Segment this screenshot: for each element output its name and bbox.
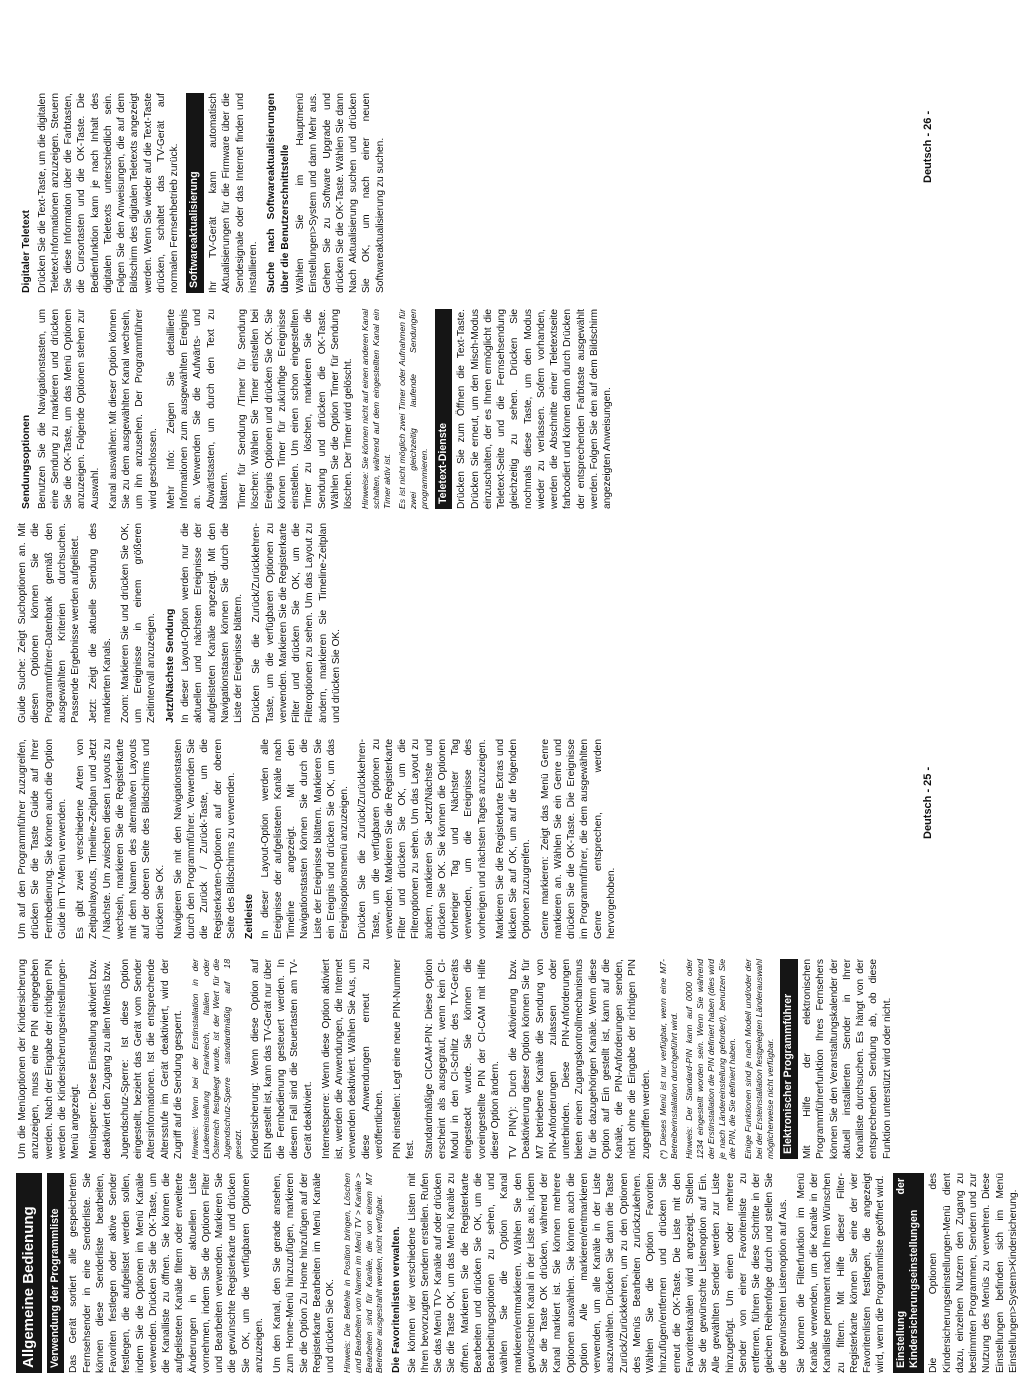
page-footer-left: Deutsch - 25 - <box>922 766 934 839</box>
paragraph: Genre markieren: Zeigt das Menü Genre markieren an. Wählen Sie ein Genre und drücken Sie die OK-Taste. Die Ereignisse im Programmführer, die dem ausgewählten Genre entsprechen, werden hervorgehoben. <box>539 739 617 939</box>
section-programmliste: Verwendung der Programmliste <box>47 1173 65 1373</box>
paragraph: Jetzt: Zeigt die aktuelle Sendung des markierten Kanals. <box>88 523 113 723</box>
paragraph: Um den Kanal, den Sie gerade ansehen, zum Home-Menü hinzuzufügen, markieren Sie die Option Zu Home hinzufügen auf der Registerkarte Bearbeiten im Menü Kanäle und drücken Sie OK. <box>272 1173 337 1373</box>
section-teletext: Teletext-Dienste <box>435 309 453 509</box>
paragraph: Die Optionen des Kindersicherungseinstellungen-Menü dient dazu, einzelnen Nutzern den Zugang zu bestimmten Programmen, Sendern und zur Nutzung des Menüs zu verwehren. Diese Einstellungen befinden sich im Menü Einstellungen>System>Kindersicherung. <box>928 1173 1019 1373</box>
heading-jetzt-naechste: Jetzt/Nächste Sendung <box>164 608 176 723</box>
paragraph: Kanal auswählen: Mit dieser Option können Sie zu dem ausgewählten Kanal wechseln, um ihn anzusehen. Der Programmführer wird geschlossen. <box>107 309 159 509</box>
note: Hinweis: Die Befehle in Position bringen, Löschen und Bearbeiten von Namen im Menü TV > Kanäle > Bearbeiten sind für Kanäle, die von einem M7 Betreiber ausgestrahlt werden, nicht verfügbar. <box>342 1173 385 1373</box>
paragraph: Drücken Sie zum Öffnen die Text-Taste. Drücken Sie erneut, um den Misch-Modus einzuschalten, der es Ihnen ermöglicht die Teletext-Seite und die Fernsehsendung gleichzeitig zu sehen. Drücken Sie nochmals diese Taste, um den Modus wieder zu verlassen. Sofern vorhanden, werden die Abschnitte einer Teletextseite farbcodiert und können dann durch Drücken der entsprechenden Farbtaste ausgewählt werden. Folgen Sie den auf dem Bildschirm angezeigten Anweisungen. <box>456 309 614 509</box>
note: (*) Dieses Menü ist nur verfügbar, wenn eine M7-Betreiberinstallation durchgeführt wird. <box>657 959 679 1159</box>
page-title: Allgemeine Bedienung <box>16 1173 42 1373</box>
paragraph: Drücken Sie die Text-Taste, um die digitalen Teletext-Informationen anzuzeigen. Steuern Sie diese Information über die Farbtasten, die Cursortasten und die OK-Taste. Die Bedienfunktion kann je nach Inhalt des digitalen Teletexts unterschiedlich sein. Folgen Sie den Anweisungen, die auf dem Bildschirm des digitalen Teletexts angezeigt werden. Wenn Sie wieder auf die Text-Taste drücken, schaltet das TV-Gerät auf normalen Fernsehbetrieb zurück. <box>36 93 181 293</box>
heading-suche: Suche nach Softwareaktualisierungen über die Benutzerschnittstelle <box>266 93 291 293</box>
heading-digitaler-teletext: Digitaler Teletext <box>21 210 32 293</box>
paragraph: Drücken Sie die Zurück/Zurückkehren-Taste, um die verfügbaren Optionen zu verwenden. Markieren Sie die Registerkarte Filter und drücken Sie OK, um die Filteroptionen zu sehen. Um das Layout zu ändern, markieren Sie Jetzt/Nächste und drücken Sie OK. Sie können die Optionen Vorheriger Tag und Nächster Tag verwenden, um die Ereignisse des vorherigen und nächsten Tages anzuzeigen. <box>357 739 488 939</box>
paragraph: Mehr Info: Zeigen Sie detaillierte Informationen zum ausgewählten Ereignis an. Verwenden Sie die Aufwärts- und Abwärtstasten, um durch den Text zu blättern. <box>165 309 230 509</box>
column-5 <box>16 309 916 509</box>
paragraph: Jugendschutz-Sperre: Ist diese Option eingestellt, bezieht das Gerät vom Sender Altersinformationen. Ist die entsprechende Altersstufe im Gerät deaktiviert, wird der Zugriff auf die Sendung gesperrt. <box>119 959 184 1159</box>
section-software: Softwareaktualisierung <box>186 93 204 293</box>
paragraph: Standardmäßige CICAM-PIN: Diese Option erscheint als ausgegraut, wenn kein CI-Modul in den CI-Schlitz des TV-Geräts eingesteckt wurde. Sie können die voreingestellte PIN der CI-CAM mit Hilfe dieser Option ändern. <box>423 959 501 1159</box>
paragraph: Navigieren Sie mit den Navigationstasten durch den Programmführer. Verwenden Sie die Zurück / Zurück-Taste, um die Registerkarten-Optionen auf der oberen Seite des Bildschirms zu verwenden. <box>172 739 237 939</box>
paragraph: Das Gerät sortiert alle gespeicherten Fernsehsender in eine Senderliste. Sie können diese Senderliste bearbeiten, Favoriten festlegen oder aktive Sender festlegen, die aufgelistet werden sollen, indem Sie die Optionen im Menü Kanäle verwenden. Drücken Sie die OK-Taste, um die Kanalliste zu öffnen. Sie können die aufgelisteten Kanäle filtern oder erweiterte Änderungen in der aktuellen Liste vornehmen, indem Sie die Optionen Filter und Bearbeiten verwenden. Markieren Sie die gewünschte Registerkarte und drücken Sie OK, um die verfügbaren Optionen anzuzeigen. <box>68 1173 265 1373</box>
paragraph: Ihr TV-Gerät kann automatisch Aktualisierungen für die Firmware über die Sendesignale oder das Internet finden und installieren. <box>208 93 259 293</box>
note: Es ist nicht möglich zwei Timer oder Aufnahmen für zwei gleichzeitig laufende Sendungen programmieren. <box>397 309 429 509</box>
heading-favoriten: Die Favoritenlisten verwalten. <box>391 1226 403 1373</box>
note: Einige Funktionen sind je nach Modell und/oder der bei der Ersteinstallation festgelegten Länderauswahl möglicherweise nicht verfügbar. <box>743 959 775 1159</box>
column-6 <box>16 93 916 293</box>
heading-sendungsoptionen: Sendungsoptionen <box>21 414 32 509</box>
paragraph: Wählen Sie im Hauptmenü Einstellungen>System und dann Mehr aus. Gehen Sie zu Software Upgrade und drücken Sie die OK-Taste. Wählen Sie dann Nach Aktualisierung suchen und drücken Sie OK, um nach einer neuen Softwareaktualisierung zu suchen. <box>295 93 386 293</box>
column-4 <box>16 523 916 723</box>
section-epg: Elektronischer Programmführer <box>780 959 798 1159</box>
column-1 <box>16 1173 1019 1373</box>
paragraph: TV PIN(*): Durch die Aktivierung bzw. Deaktivierung dieser Option können Sie für M7 betriebene Kanäle die Sendung von PIN-Anforderungen zulassen oder unterbinden. Diese PIN-Anforderungen bieten einen Zugangskontrollmechanismus für die dazugehörigen Kanäle. Wenn diese Option auf Ein gestellt ist, kann auf die Kanäle, die PIN-Anforderungen senden, nicht ohne die Eingabe der richtigen PIN zugegriffen werden. <box>508 959 652 1159</box>
paragraph: Timer für Sendung /Timer für Sendung löschen: Wählen Sie Timer einstellen bei Ereignis Optionen und drücken Sie OK. Sie können Timer für zukünftige Ereignisse einstellen. Um einen schon eingestellten Timer zu löschen, markieren Sie die Sendung und drücken die OK-Taste. Wählen Sie die Option Timer für Sendung löschen. Der Timer wird gelöscht. <box>237 309 355 509</box>
column-2 <box>16 959 916 1159</box>
paragraph: PIN einstellen: Legt eine neue PIN-Nummer fest. <box>392 959 417 1159</box>
paragraph: Um die Menüoptionen der Kindersicherung anzuzeigen, muss eine PIN eingegeben werden. Nach der Eingabe der richtigen PIN werden die Kindersicherungseinstellungen-Menü angezeigt. <box>17 959 81 1159</box>
paragraph: Drücken Sie die Zurück/Zurückkehren-Taste, um die verfügbaren Optionen zu verwenden. Markieren Sie die Registerkarte Filter und drücken Sie OK, um die Filteroptionen zu sehen. Um das Layout zu ändern, markieren Sie Timeline-Zeitplan und drücken Sie OK. <box>251 523 342 723</box>
paragraph: Guide Suche: Zeigt Suchoptionen an. Mit diesen Optionen können Sie die Programmführer-Datenbank gemäß den ausgewählten Kriterien durchsuchen. Passende Ergebnisse werden aufgelistet. <box>17 523 81 723</box>
paragraph: Markieren Sie die Registerkarte Extras und klicken Sie auf OK, um auf die folgenden Optionen zuzugreifen. <box>494 739 533 939</box>
column-3 <box>16 739 916 939</box>
paragraph: Sie können vier verschiedene Listen mit Ihren bevorzugten Sendern erstellen. Rufen Sie das Menü TV> Kanäle auf oder drücken Sie die Taste OK, um das Menü Kanäle zu öffnen. Markieren Sie die Registerkarte Bearbeiten und drücken Sie OK, um die Bearbeitungsoptionen zu sehen, und wählen Sie die Option Kanal markieren/entmarkieren. Wählen Sie den gewünschten Kanal in der Liste aus, indem Sie die Taste OK drücken, während der Kanal markiert ist. Sie können mehrere Optionen auswählen. Sie können auch die Option Alle markieren/entmarkieren verwenden, um alle Kanäle in der Liste auszuwählen. Drücken Sie dann die Taste Zurück/Zurückkehren, um zu den Optionen des Menüs Bearbeiten zurückzukehren. Wählen Sie die Option Favoriten hinzufügen/entfernen und drücken Sie erneut die OK-Taste. Die Liste mit den Favoritenkanälen wird angezeigt. Stellen Sie die gewünschte Listenoption auf Ein. Alle gewählten Sender werden zur Liste hinzugefügt. Um einen oder mehrere Sender von einer Favoritenliste zu entfernen, führen Sie diese Schritte in der gleichen Reihenfolge durch und stellen Sie die gewünschten Listenoption auf Aus. <box>406 1173 789 1373</box>
note: Hinweis: Der Standard-PIN kann auf 0000 oder 1234 eingestellt worden sein. Wenn Sie während der Erstinstallation die PIN definiert haben (dies wird je nach Ländereinstellung gefordert), benutzen Sie die PIN, die Sie definiert haben. <box>684 959 738 1159</box>
paragraph: Sie können die Filterfunktion im Menü Kanäle verwenden, um die Kanäle in der Kanalliste permanent nach Ihren Wünschen zu filtern. Mit Hilfe dieser Filter-Registerkarte können Sie eine der vier Favoritenlisten festlegen, die angezeigt wird, wenn die Programmliste geöffnet wird. <box>795 1173 887 1373</box>
paragraph: Menüsperre: Diese Einstellung aktiviert bzw. deaktiviert den Zugang zu allen Menüs bzw. <box>88 959 113 1159</box>
paragraph: Mit Hilfe der elektronischen Programmführerfunktion Ihres Fernsehers können Sie den Veranstaltungskalender der aktuell installierten Sender in Ihrer Kanalliste durchsuchen. Es hängt von der entsprechenden Sendung ab, ob diese Funktion unterstützt wird oder nicht. <box>802 959 893 1159</box>
note: Hinweis: Wenn bei der Erstinstallation in der Ländereinstellung Frankreich, Italien oder Österreich festgelegt wurde, ist der Wert für die Jugendschutz-Sperre standardmäßig auf 18 gesetzt. <box>190 959 243 1159</box>
paragraph: Benutzen Sie die Navigationstasten, um eine Sendung zu markieren und drücken Sie die OK-Taste, um das Menü Optionen anzuzeigen. Folgende Optionen stehen zur Auswahl. <box>36 309 101 509</box>
page-footer-right: Deutsch - 26 - <box>922 110 934 183</box>
paragraph: In dieser Layout-Option werden alle Ereignisse der aufgelisteten Kanäle nach Timeline angezeigt. Mit den Navigationstasten können Sie durch die Liste der Ereignisse blättern. Markieren Sie ein Ereignis und drücken Sie OK, um das Ereignisoptionsmenü anzuzeigen. <box>259 739 351 939</box>
paragraph: Zoom: Markieren Sie und drücken Sie OK, um Ereignisse in einem größeren Zeitintervall anzuzeigen. <box>119 523 158 723</box>
paragraph: Es gibt zwei verschiedene Arten von Zeitplanlayouts, Timeline-Zeitplan und Jetzt / Nächste. Um zwischen diesen Layouts zu wechseln, markieren Sie die Registerkarte mit dem Namen des alternativen Layouts auf der oberen Seite des Bildschirms und drücken Sie OK. <box>75 739 166 939</box>
paragraph: Kindersicherung: Wenn diese Option auf EIN gestellt ist, kann das TV-Gerät nur über die Fernbedienung gesteuert werden. In diesem Fall sind die Steuertasten am TV-Gerät deaktiviert. <box>249 959 314 1159</box>
paragraph: In dieser Layout-Option werden nur die aktuellen und nächsten Ereignisse der aufgelisteten Kanäle angezeigt. Mit den Navigationstasten können Sie durch die Liste der Ereignisse blättern. <box>180 523 245 723</box>
paragraph: Um auf den Programmführer zuzugreifen, drücken Sie die Taste Guide auf Ihrer Fernbedienung. Sie können auch die Option Guide im TV-Menü verwenden. <box>17 739 68 939</box>
heading-zeitleiste: Zeitleiste <box>244 893 255 939</box>
section-kindersicherung: Einstellung der Kindersicherungseinstellungen <box>893 1173 925 1373</box>
note: Hinweise: Sie können nicht auf einen anderen Kanal schalten, während auf dem eingestellten Kanal ein Timer aktiv ist. <box>360 309 392 509</box>
paragraph: Internetsperre: Wenn diese Option aktiviert ist, werden die Anwendungen, die Internet verwenden deaktiviert. Wählen Sie Aus, um diese Anwendungen erneut zu veröffentlichen. <box>320 959 385 1159</box>
